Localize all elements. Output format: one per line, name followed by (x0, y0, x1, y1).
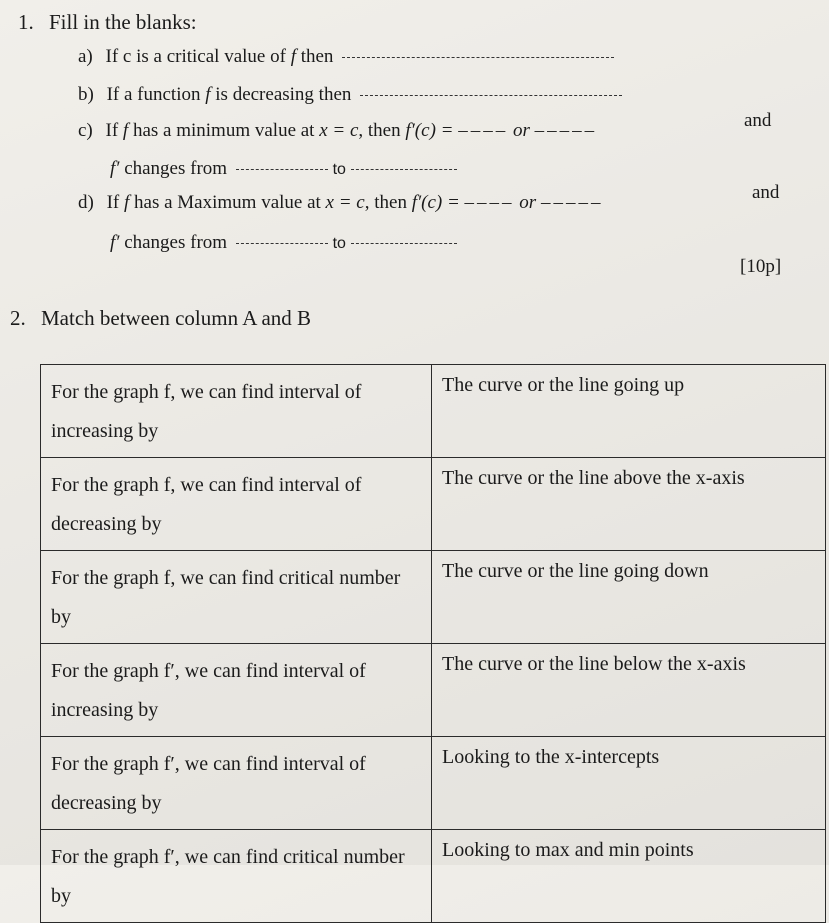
column-a-cell[interactable] (41, 458, 432, 551)
q2-title: Match between column A and B (41, 306, 312, 330)
item-a-label: a) (78, 46, 93, 67)
column-b-text: The curve or the line above the x-axis (442, 467, 745, 489)
item-d-blank-1[interactable]: –––– (464, 192, 515, 213)
item-a-text-before: If c is a critical value of (105, 46, 286, 67)
item-b-blank[interactable] (360, 95, 622, 96)
q1-item-c-line2 (110, 158, 457, 180)
item-d-and: and (752, 182, 780, 203)
table-row (41, 644, 826, 737)
column-b-text: The curve or the line below the x-axis (442, 653, 746, 675)
item-c-eq: x = c (319, 120, 359, 141)
column-b-cell[interactable] (432, 737, 826, 830)
item-c-var: f (122, 120, 129, 141)
item-c-line2-var: f′ (110, 158, 120, 179)
item-b-text-after: is decreasing then (215, 84, 352, 105)
column-b-cell[interactable] (432, 644, 826, 737)
table-row (41, 737, 826, 830)
item-d-fprime: f′(c) = (411, 192, 460, 213)
column-a-cell[interactable] (41, 644, 432, 737)
q1-item-c-line1 (78, 120, 597, 142)
q1-item-d-line1 (78, 192, 603, 214)
item-d-then: , then (364, 192, 407, 213)
item-d-line2-var: f′ (110, 232, 120, 253)
item-c-mid: has a minimum value at (132, 120, 315, 141)
column-b-text: Looking to max and min points (442, 839, 694, 861)
column-b-cell[interactable] (432, 551, 826, 644)
item-c-from-blank[interactable] (236, 169, 328, 170)
item-a-blank[interactable] (342, 57, 614, 58)
column-b-text: Looking to the x-intercepts (442, 746, 660, 768)
item-c-blank-1[interactable]: –––– (458, 120, 509, 141)
column-a-text: For the graph f, we can find interval of increasing by (51, 381, 362, 442)
item-b-text-before: If a function (106, 84, 201, 105)
table-row (41, 551, 826, 644)
item-d-var: f (123, 192, 130, 213)
item-d-line2-text: changes from (124, 232, 228, 253)
q2-number: 2. (10, 306, 26, 330)
item-d-prefix: If (106, 192, 120, 213)
item-c-to-blank[interactable] (351, 169, 457, 170)
table-row (41, 365, 826, 458)
q1-heading (18, 10, 197, 35)
column-a-cell[interactable] (41, 830, 432, 923)
column-b-text: The curve or the line going down (442, 560, 709, 582)
column-b-cell[interactable] (432, 458, 826, 551)
match-table (40, 364, 826, 923)
column-a-cell[interactable] (41, 551, 432, 644)
item-d-label: d) (78, 192, 94, 213)
table-row (41, 830, 826, 923)
column-a-text: For the graph f, we can find interval of decreasing by (51, 474, 362, 535)
column-a-cell[interactable] (41, 365, 432, 458)
item-d-to: to (332, 235, 346, 252)
item-a-text-after: then (300, 46, 334, 67)
item-d-mid: has a Maximum value at (134, 192, 321, 213)
column-b-cell[interactable] (432, 830, 826, 923)
item-c-and: and (744, 110, 772, 131)
q1-item-d-line2 (110, 232, 457, 254)
item-c-prefix: If (105, 120, 119, 141)
q1-item-b (78, 84, 622, 106)
column-b-text: The curve or the line going up (442, 374, 685, 396)
column-a-cell[interactable] (41, 737, 432, 830)
q1-points: [10p] (740, 256, 782, 277)
item-b-var: f (205, 84, 211, 105)
item-d-to-blank[interactable] (351, 243, 457, 244)
item-c-blank-2[interactable]: ––––– (534, 120, 598, 141)
column-a-text: For the graph f′, we can find interval of increasing by (51, 660, 366, 721)
item-c-to: to (332, 161, 346, 178)
item-d-from-blank[interactable] (236, 243, 328, 244)
item-c-then: , then (358, 120, 401, 141)
item-c-line2-text: changes from (124, 158, 228, 179)
item-c-fprime: f′(c) = (405, 120, 454, 141)
item-d-or: or (519, 192, 537, 213)
item-b-label: b) (78, 84, 94, 105)
item-d-eq: x = c (325, 192, 365, 213)
item-a-var: f (290, 46, 296, 67)
q2-heading (10, 306, 311, 331)
table-row (41, 458, 826, 551)
q1-number: 1. (18, 10, 34, 34)
item-d-blank-2[interactable]: ––––– (540, 192, 604, 213)
column-a-text: For the graph f, we can find critical number by (51, 567, 401, 628)
item-c-label: c) (78, 120, 93, 141)
column-a-text: For the graph f′, we can find critical number by (51, 846, 405, 907)
column-a-text: For the graph f′, we can find interval of decreasing by (51, 753, 366, 814)
column-b-cell[interactable] (432, 365, 826, 458)
item-c-or: or (512, 120, 530, 141)
q1-title: Fill in the blanks: (49, 10, 197, 34)
q1-item-a (78, 46, 614, 68)
